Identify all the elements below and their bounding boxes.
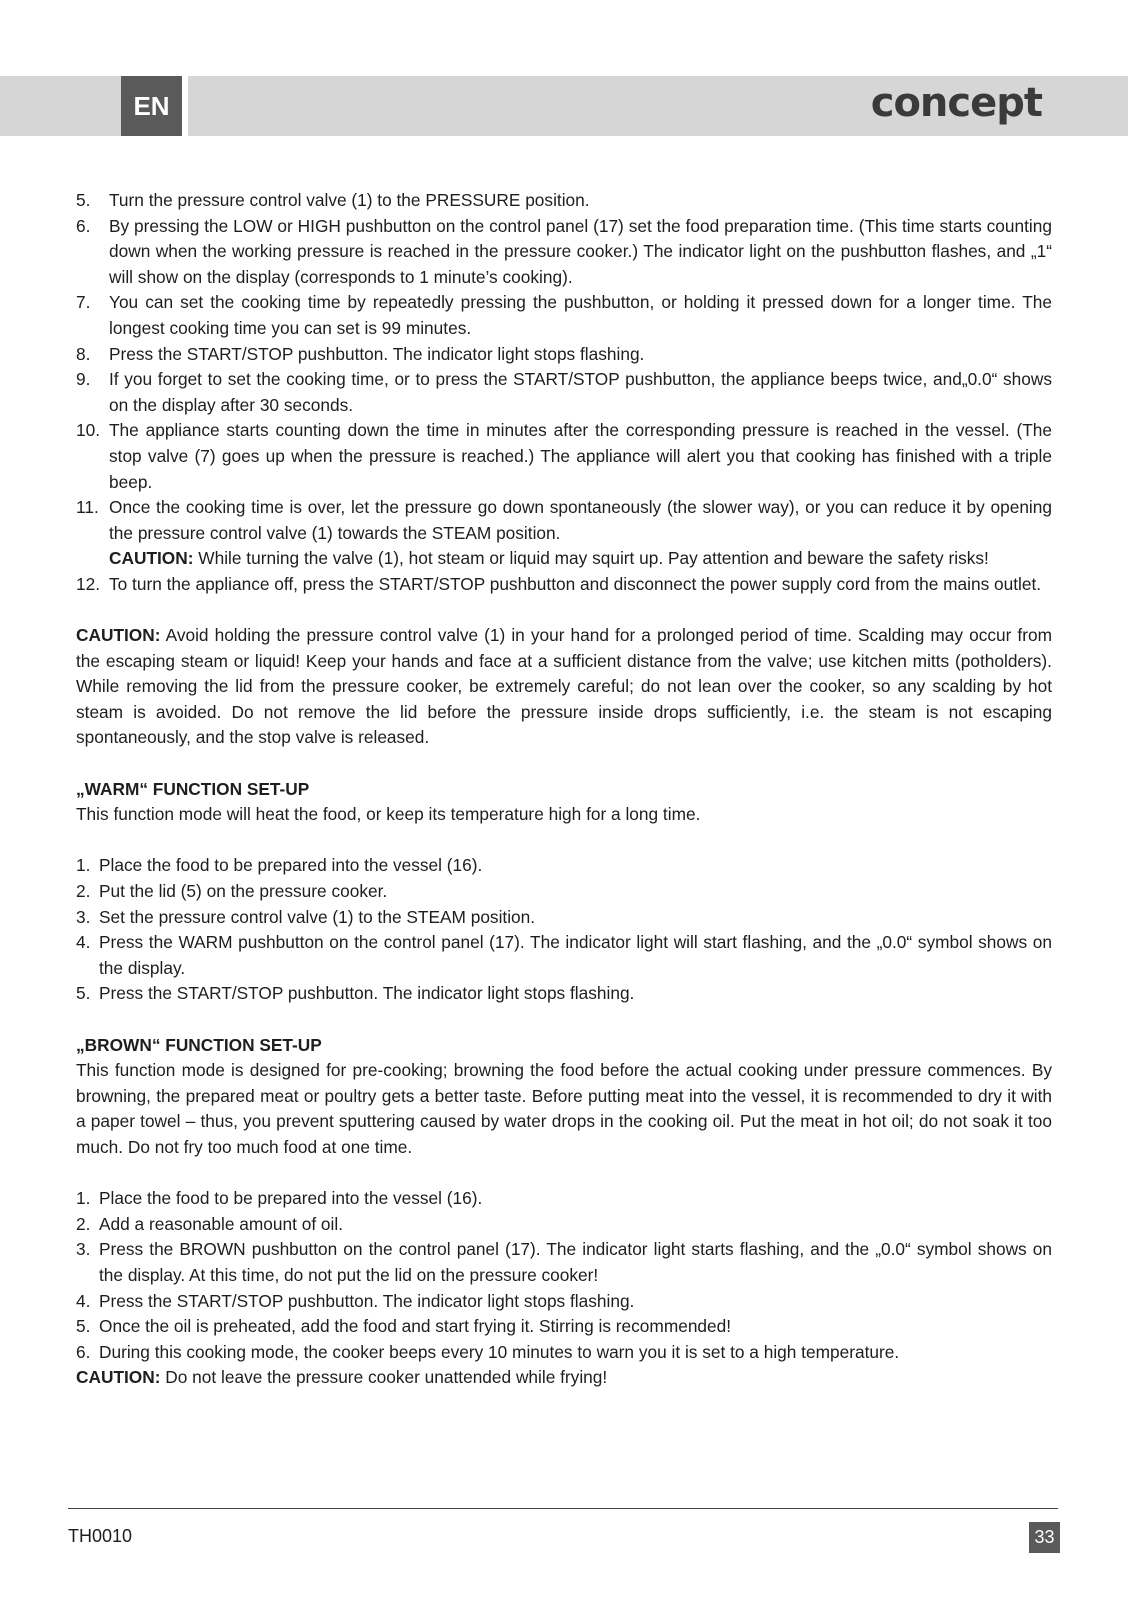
brown-heading: „BROWN“ FUNCTION SET-UP — [76, 1034, 322, 1055]
list-item: 9. If you forget to set the cooking time, or to press the START/STOP pushbutton, the appliance beeps twice, and„0.0“ shows on the display after 30 seconds. — [76, 369, 1052, 415]
list-item: 11. Once the cooking time is over, let the pressure go down spontaneously (the slower way), or you can reduce it by opening the pressure control valve (1) towards the STEAM position. CAUTION: While turning the valve (1), hot steam or liquid may squirt up. Pay attention and beware the safety risks! — [76, 497, 1052, 569]
list-item: 3. Press the BROWN pushbutton on the control panel (17). The indicator light starts flashing, and the „0.0“ symbol shows on the display. At this time, do not put the lid on the pressure cooker! — [76, 1239, 1052, 1285]
list-item: 7. You can set the cooking time by repeatedly pressing the pushbutton, or holding it pressed down for a longer time. The longest cooking time you can set is 99 minutes. — [76, 292, 1052, 338]
list-item: 5. Turn the pressure control valve (1) to the PRESSURE position. — [76, 190, 590, 210]
list-item: 5. Press the START/STOP pushbutton. The indicator light stops flashing. — [76, 983, 635, 1004]
caution-paragraph: CAUTION: Avoid holding the pressure control valve (1) in your hand for a prolonged period of time. Scalding may occur from the escaping steam or liquid! Keep your hands and face at a sufficient distance from the valve; use kitchen mitts (potholders). While removing the lid from the pressure cooker, be extremely careful; do not lean over the cooker, so any scalding by hot steam is avoided. Do not remove the lid before the pressure inside drops sufficiently, i.e. the steam is not escaping spontaneously, and the stop valve is released. — [76, 625, 1052, 748]
caution-label: CAUTION: — [76, 625, 161, 646]
list-item: 10. The appliance starts counting down the time in minutes after the corresponding pressure is reached in the vessel. (The stop valve (7) goes up when the pressure is reached.) The appliance will alert you that cooking has finished with a triple beep. — [76, 420, 1052, 492]
warm-intro: This function mode will heat the food, or keep its temperature high for a long time. — [76, 804, 701, 825]
list-item: 3. Set the pressure control valve (1) to the STEAM position. — [76, 906, 536, 927]
list-item: 1. Place the food to be prepared into the vessel (16). — [76, 855, 483, 876]
brown-intro: This function mode is designed for pre-cooking; browning the food before the actual cooking under pressure commences. By browning, the prepared meat or poultry gets a better taste. Before putting meat into the vessel, it is recommended to dry it with a paper towel – thus, you prevent sputtering caused by water drops in the cooking oil. Put the meat in hot oil; do not soak it too much. Do not fry too much food at one time. — [76, 1060, 1052, 1157]
pressure-steps-list — [76, 188, 1052, 598]
caution-label: CAUTION: — [109, 548, 194, 569]
model-number: TH0010 — [68, 1526, 133, 1546]
brand-logo: concept — [870, 80, 1042, 126]
list-item: 2. Put the lid (5) on the pressure cooker. — [76, 881, 388, 902]
list-item: 6. By pressing the LOW or HIGH pushbutton on the control panel (17) set the food preparation time. (This time starts counting down when the working pressure is reached in the pressure cooker.) The indicator light on the pushbutton flashes, and „1“ will show on the display (corresponds to 1 minute’s cooking). — [76, 215, 1052, 287]
brown-steps-list — [76, 1186, 1052, 1365]
list-item: 5. Once the oil is preheated, add the food and start frying it. Stirring is recommended! — [76, 1316, 732, 1337]
language-badge: EN — [121, 76, 182, 136]
list-item: 6. During this cooking mode, the cooker beeps every 10 minutes to warn you it is set to a high temperature. — [76, 1341, 900, 1362]
list-item: 8. Press the START/STOP pushbutton. The indicator light stops flashing. — [76, 343, 645, 364]
page-number: 33 — [1029, 1522, 1060, 1553]
list-item: 1. Place the food to be prepared into the vessel (16). — [76, 1188, 483, 1209]
warm-heading: „WARM“ FUNCTION SET-UP — [76, 778, 310, 799]
manual-content — [76, 188, 1052, 1391]
list-item: 12. To turn the appliance off, press the START/STOP pushbutton and disconnect the power supply cord from the mains outlet. — [76, 573, 1042, 594]
footer-divider — [68, 1508, 1058, 1509]
list-item: 4. Press the START/STOP pushbutton. The indicator light stops flashing. — [76, 1290, 635, 1311]
caution-label: CAUTION: — [76, 1367, 161, 1388]
list-item: 2. Add a reasonable amount of oil. — [76, 1213, 344, 1234]
list-item: 4. Press the WARM pushbutton on the control panel (17). The indicator light will start flashing, and the „0.0“ symbol shows on the display. — [76, 932, 1052, 978]
brown-caution: CAUTION: Do not leave the pressure cooker unattended while frying! — [76, 1367, 608, 1388]
warm-steps-list — [76, 853, 1052, 1007]
